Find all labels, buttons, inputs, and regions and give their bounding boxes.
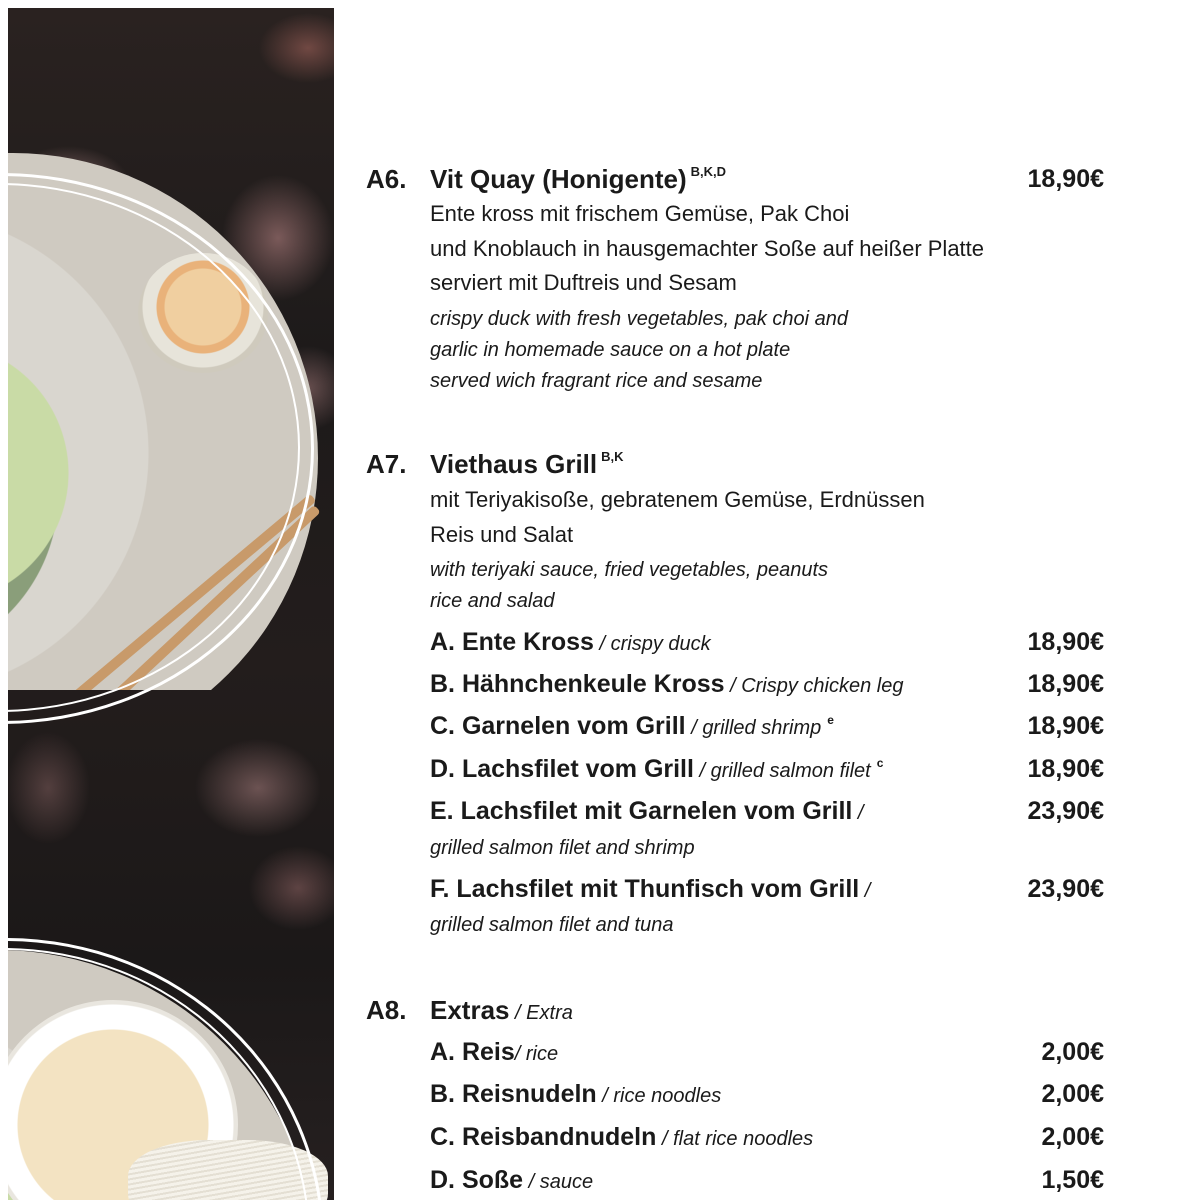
description-de-line: mit Teriyakisoße, gebratenem Gemüse, Erdnüssen	[430, 487, 925, 512]
option-english: grilled salmon filet	[710, 760, 871, 782]
option-english: grilled shrimp	[702, 717, 822, 739]
option-price: 18,90€	[1027, 712, 1104, 740]
item-code: A6.	[366, 164, 407, 194]
option-price: 23,90€	[1027, 797, 1104, 825]
option-label: D. Lachsfilet vom Grill	[430, 755, 694, 783]
option-price: 23,90€	[1027, 875, 1104, 903]
item-code: A8.	[366, 995, 407, 1025]
item-code: A7.	[366, 449, 407, 479]
item-price: 18,90€	[1027, 165, 1104, 193]
description-en-line: crispy duck with fresh vegetables, pak choi and	[430, 308, 848, 330]
option-english-line: grilled salmon filet and tuna	[430, 914, 674, 936]
option-english: Crispy chicken leg	[741, 675, 904, 697]
description-de-line: und Knoblauch in hausgemachter Soße auf heißer Platte	[430, 236, 985, 261]
option-separator: /	[514, 1043, 526, 1065]
option-row	[430, 1038, 558, 1067]
option-row	[430, 1123, 813, 1152]
option-price: 18,90€	[1027, 755, 1104, 783]
option-row	[430, 670, 904, 699]
option-label: D. Soße	[430, 1166, 524, 1194]
option-label: C. Garnelen vom Grill	[430, 712, 686, 740]
option-price: 1,50€	[1041, 1166, 1104, 1194]
allergen-codes: e	[827, 713, 834, 727]
option-separator: /	[593, 633, 611, 655]
option-separator: /	[685, 717, 703, 739]
allergen-codes: c	[876, 756, 884, 770]
option-english-line: grilled salmon filet and shrimp	[430, 837, 695, 859]
description-de-line: Ente kross mit frischem Gemüse, Pak Choi	[430, 201, 850, 226]
option-separator: /	[859, 880, 871, 902]
option-label: A. Reis	[430, 1038, 515, 1066]
option-row	[430, 1166, 593, 1195]
option-separator: /	[523, 1171, 540, 1193]
option-label: F. Lachsfilet mit Thunfisch vom Grill	[430, 875, 860, 903]
description-de-line: serviert mit Duftreis und Sesam	[430, 270, 737, 295]
option-label: E. Lachsfilet mit Garnelen vom Grill	[430, 797, 853, 825]
option-price: 18,90€	[1027, 628, 1104, 656]
allergen-codes: B,K,D	[690, 164, 727, 180]
option-price: 2,00€	[1041, 1123, 1104, 1151]
option-label: B. Reisnudeln	[430, 1080, 597, 1108]
description-en-line: garlic in homemade sauce on a hot plate	[430, 339, 791, 361]
item-title-separator: /	[509, 1002, 527, 1024]
option-row	[430, 1080, 721, 1109]
description-en-line: rice and salad	[430, 590, 555, 612]
option-row	[430, 712, 834, 741]
option-english: flat rice noodles	[673, 1128, 814, 1150]
option-separator: /	[724, 675, 742, 697]
option-row	[430, 875, 870, 904]
option-price: 18,90€	[1027, 670, 1104, 698]
option-separator: /	[693, 760, 711, 782]
option-row	[430, 797, 863, 826]
option-price: 2,00€	[1041, 1038, 1104, 1066]
item-title-english: Extra	[526, 1002, 573, 1024]
option-separator: /	[656, 1128, 674, 1150]
option-english: crispy duck	[610, 633, 711, 655]
item-title	[430, 995, 573, 1026]
allergen-codes: B,K	[601, 449, 624, 465]
option-label: A. Ente Kross	[430, 628, 594, 656]
description-en-line: served wich fragrant rice and sesame	[430, 370, 763, 392]
item-title-text: Extras	[430, 995, 510, 1025]
item-title-text: Vit Quay (Honigente)	[430, 164, 687, 194]
option-english: sauce	[539, 1171, 594, 1193]
option-row	[430, 628, 711, 657]
description-de-line: Reis und Salat	[430, 522, 574, 547]
option-separator: /	[596, 1085, 614, 1107]
option-label: C. Reisbandnudeln	[430, 1123, 657, 1151]
option-price: 2,00€	[1041, 1080, 1104, 1108]
option-separator: /	[852, 802, 864, 824]
option-row	[430, 755, 883, 784]
description-en-line: with teriyaki sauce, fried vegetables, peanuts	[430, 559, 828, 581]
item-title	[430, 164, 726, 195]
item-title-text: Viethaus Grill	[430, 449, 598, 479]
option-label: B. Hähnchenkeule Kross	[430, 670, 725, 698]
item-title	[430, 449, 624, 480]
option-english: rice	[525, 1043, 559, 1065]
option-english: rice noodles	[613, 1085, 722, 1107]
